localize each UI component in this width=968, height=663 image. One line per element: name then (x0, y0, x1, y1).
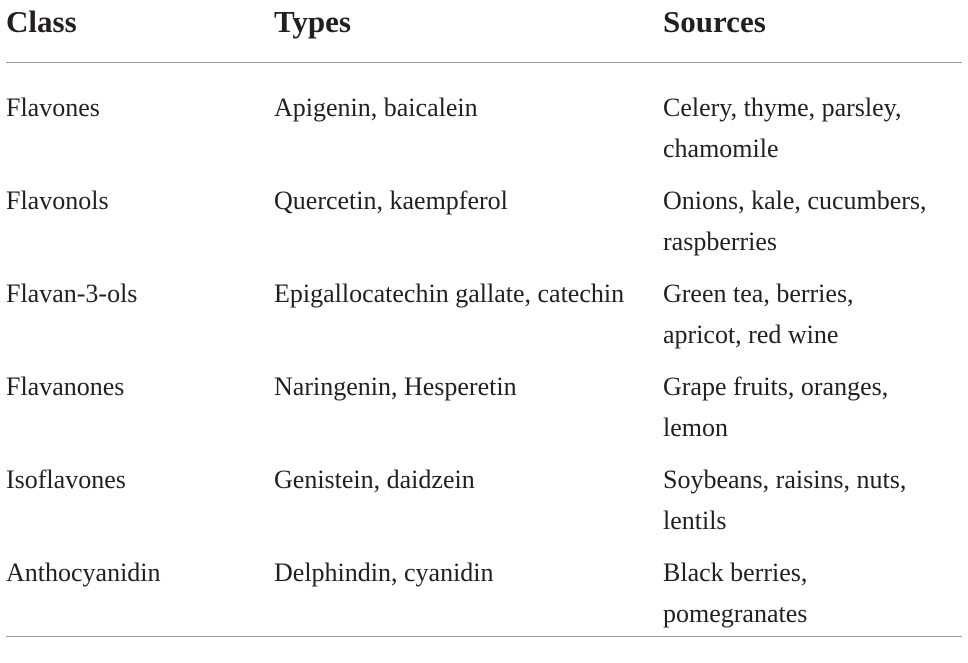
table-row (6, 459, 962, 552)
cell-types: Quercetin, kaempferol (274, 185, 508, 215)
cell-class: Flavan-3-ols (6, 278, 138, 308)
cell-class: Isoflavones (6, 464, 126, 494)
cell-types: Delphindin, cyanidin (274, 552, 663, 637)
cell-sources-line: Celery, thyme, parsley, (663, 93, 902, 122)
cell-sources-line: raspberries (663, 226, 778, 256)
table-row (6, 180, 962, 273)
cell-types: Genistein, daidzein (274, 464, 475, 494)
cell-sources-line: lemon (663, 412, 728, 442)
table-header (6, 0, 962, 63)
cell-types: Apigenin, baicalein (274, 93, 478, 122)
cell-class: Anthocyanidin (6, 552, 274, 637)
cell-sources-line: chamomile (663, 134, 779, 163)
cell-sources-line: Green tea, berries, (663, 278, 854, 308)
table-row (6, 63, 962, 180)
cell-sources (663, 366, 962, 459)
flavonoid-table (6, 0, 962, 637)
cell-sources-line: Black berries, (663, 557, 808, 587)
cell-sources (663, 180, 962, 273)
table-body (6, 63, 962, 637)
cell-sources-line: Grape fruits, oranges, (663, 371, 889, 401)
header-sources: Sources (663, 0, 962, 63)
cell-sources (663, 273, 962, 366)
cell-sources-line: Soybeans, raisins, nuts, (663, 464, 907, 494)
cell-class: Flavones (6, 93, 100, 122)
cell-class: Flavonols (6, 185, 109, 215)
cell-types: Naringenin, Hesperetin (274, 371, 517, 401)
cell-sources (663, 552, 962, 637)
table-row (6, 366, 962, 459)
table-row (6, 552, 962, 637)
cell-sources-line: apricot, red wine (663, 319, 839, 349)
cell-types: Epigallocatechin gallate, catechin (274, 278, 625, 308)
cell-class: Flavanones (6, 371, 125, 401)
flavonoid-table-container (6, 0, 962, 637)
header-types: Types (274, 0, 663, 63)
cell-sources-line: lentils (663, 505, 727, 535)
header-row (6, 0, 962, 63)
cell-sources-line: Onions, kale, cucumbers, (663, 185, 927, 215)
table-row (6, 273, 962, 366)
cell-sources (663, 459, 962, 552)
cell-sources-line: pomegranates (663, 598, 808, 628)
header-class: Class (6, 0, 274, 63)
cell-sources (663, 63, 962, 180)
